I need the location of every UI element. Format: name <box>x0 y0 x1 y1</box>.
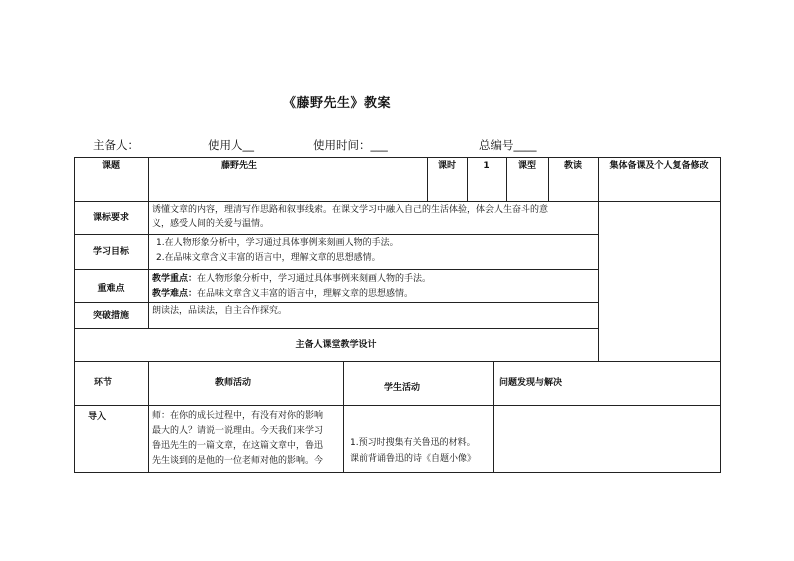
table-rule <box>720 157 721 473</box>
time-label: 使用时间：___ <box>313 138 388 152</box>
hours-label: 课时 <box>437 161 456 171</box>
table-rule <box>493 361 494 473</box>
table-rule <box>74 472 720 473</box>
table-rule <box>74 302 598 303</box>
intro-step: 导入 <box>88 412 107 422</box>
revise-label: 集体备课及个人复备修改 <box>609 161 709 171</box>
table-rule <box>74 269 598 270</box>
goal-item-1: 1.在人物形象分析中，学习通过具体事例来刻画人物的手法。 <box>156 238 399 248</box>
goal-item-2: 2.在品味文章含义丰富的语言中，理解文章的思想感情。 <box>156 253 381 263</box>
teacher-line: 鲁迅先生的一篇文章，在这篇文章中，鲁迅 <box>152 441 324 451</box>
topic-value: 藤野先生 <box>221 161 258 171</box>
type-label: 课型 <box>517 161 536 171</box>
hard-point-text: 在品味文章含义丰富的语言中，理解文章的思想感情。 <box>197 289 414 299</box>
teacher-line: 先生谈到的是他的一位老师对他的影响。今 <box>152 456 324 466</box>
table-rule <box>74 234 598 235</box>
teacher-line: 师：在你的成长过程中，有没有对你的影响 <box>152 411 324 421</box>
table-rule <box>74 405 720 406</box>
table-rule <box>343 361 344 473</box>
student-line: 课前背诵鲁迅的诗《自题小像》 <box>350 454 477 464</box>
method-label: 突破措施 <box>92 311 129 321</box>
number-label: 总编号____ <box>479 138 537 152</box>
table-rule <box>74 157 720 158</box>
standard-line1: 诱懂文章的内容，理清写作思路和叙事线索。在课文学习中融入自己的生活体验，体会人生奋斗的意 <box>152 205 549 215</box>
col-teacher: 教师活动 <box>215 378 252 388</box>
method-text: 朗读法，品读法，自主合作探究。 <box>152 306 288 316</box>
hard-point-label: 教学难点： <box>152 289 198 299</box>
keypoints-label: 重难点 <box>97 284 125 294</box>
table-rule <box>74 328 598 329</box>
topic-label: 课题 <box>101 161 120 171</box>
key-point-line <box>152 272 431 286</box>
table-rule <box>598 157 599 362</box>
goals-label: 学习目标 <box>92 247 129 257</box>
table-rule <box>148 361 149 473</box>
key-point-label: 教学重点： <box>152 274 198 284</box>
standard-label: 课标要求 <box>92 213 129 223</box>
teacher-line: 最大的人？请说一说理由。今天我们来学习 <box>152 426 324 436</box>
type-value: 教读 <box>563 161 582 171</box>
standard-line2: 义，感受人间的关爱与温情。 <box>152 219 270 229</box>
hours-value: 1 <box>483 161 490 171</box>
table-rule <box>148 157 149 201</box>
col-step: 环节 <box>94 378 113 388</box>
table-rule <box>74 361 720 362</box>
student-line: 1.预习时搜集有关鲁迅的材料。 <box>350 438 476 448</box>
section-title: 主备人课堂教学设计 <box>295 340 377 350</box>
user-label: 使用人__ <box>208 138 254 152</box>
key-point-text: 在人物形象分析中，学习通过具体事例来刻画人物的手法。 <box>197 274 432 284</box>
table-rule <box>74 201 720 202</box>
col-problem: 问题发现与解决 <box>499 378 563 388</box>
col-student: 学生活动 <box>384 383 421 393</box>
table-rule <box>148 201 149 328</box>
hard-point-line <box>152 287 413 301</box>
page-title: 《藤野先生》教案 <box>283 96 392 111</box>
preparer-label: 主备人： <box>93 138 139 152</box>
